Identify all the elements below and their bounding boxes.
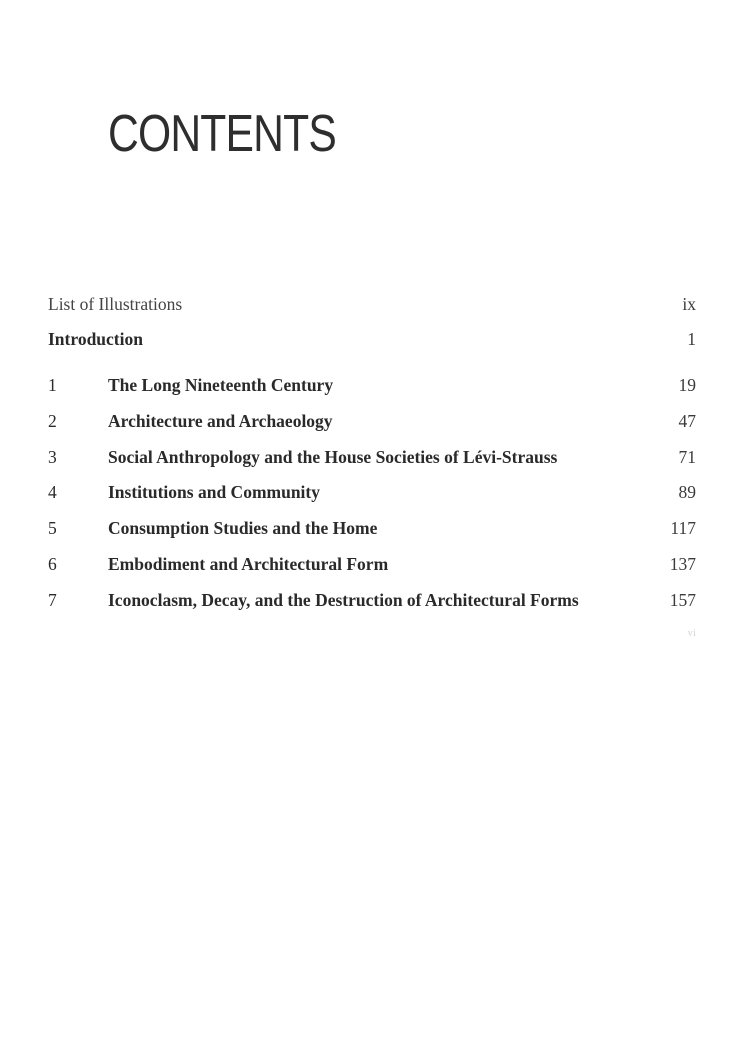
chapter-page: 137 (669, 553, 696, 574)
toc-chapter-3[interactable] (48, 443, 698, 471)
toc-entry-list-of-illustrations[interactable] (48, 290, 698, 318)
chapter-number: 6 (48, 553, 57, 574)
chapter-page: 47 (678, 410, 696, 431)
chapter-page: 157 (669, 589, 696, 610)
chapter-number: 2 (48, 410, 57, 431)
toc-chapter-7[interactable] (48, 586, 698, 614)
chapter-page: 89 (678, 482, 696, 503)
toc-chapter-4[interactable] (48, 478, 698, 506)
toc-chapter-5[interactable] (48, 514, 698, 542)
chapter-title: Embodiment and Architectural Form (108, 553, 389, 574)
chapter-title: Social Anthropology and the House Societies of Lévi-Strauss (108, 446, 558, 467)
table-of-contents (48, 290, 698, 614)
toc-chapter-1[interactable] (48, 371, 698, 399)
chapter-title: Architecture and Archaeology (108, 410, 333, 431)
toc-entry-page: ix (682, 294, 696, 314)
chapter-page: 19 (678, 375, 696, 395)
chapter-page: 71 (678, 446, 696, 467)
chapter-title: Consumption Studies and the Home (108, 518, 378, 539)
toc-chapter-2[interactable] (48, 407, 698, 435)
toc-entry-page: 1 (687, 329, 696, 349)
page-title: CONTENTS (108, 105, 336, 163)
chapter-title: The Long Nineteenth Century (108, 375, 334, 395)
chapter-number: 4 (48, 482, 57, 503)
chapter-number: 7 (48, 589, 57, 610)
toc-entry-title: List of Illustrations (48, 294, 183, 314)
chapter-number: 3 (48, 446, 57, 467)
chapter-number: 1 (48, 375, 57, 395)
toc-entry-title: Introduction (48, 329, 143, 349)
chapter-number: 5 (48, 518, 57, 539)
chapter-title: Iconoclasm, Decay, and the Destruction of Architectural Forms (108, 589, 579, 610)
toc-chapter-6[interactable] (48, 550, 698, 578)
toc-entry-introduction[interactable] (48, 325, 698, 353)
folio-mark: vi (687, 627, 696, 639)
chapter-page: 117 (670, 518, 696, 539)
chapter-title: Institutions and Community (108, 482, 320, 503)
